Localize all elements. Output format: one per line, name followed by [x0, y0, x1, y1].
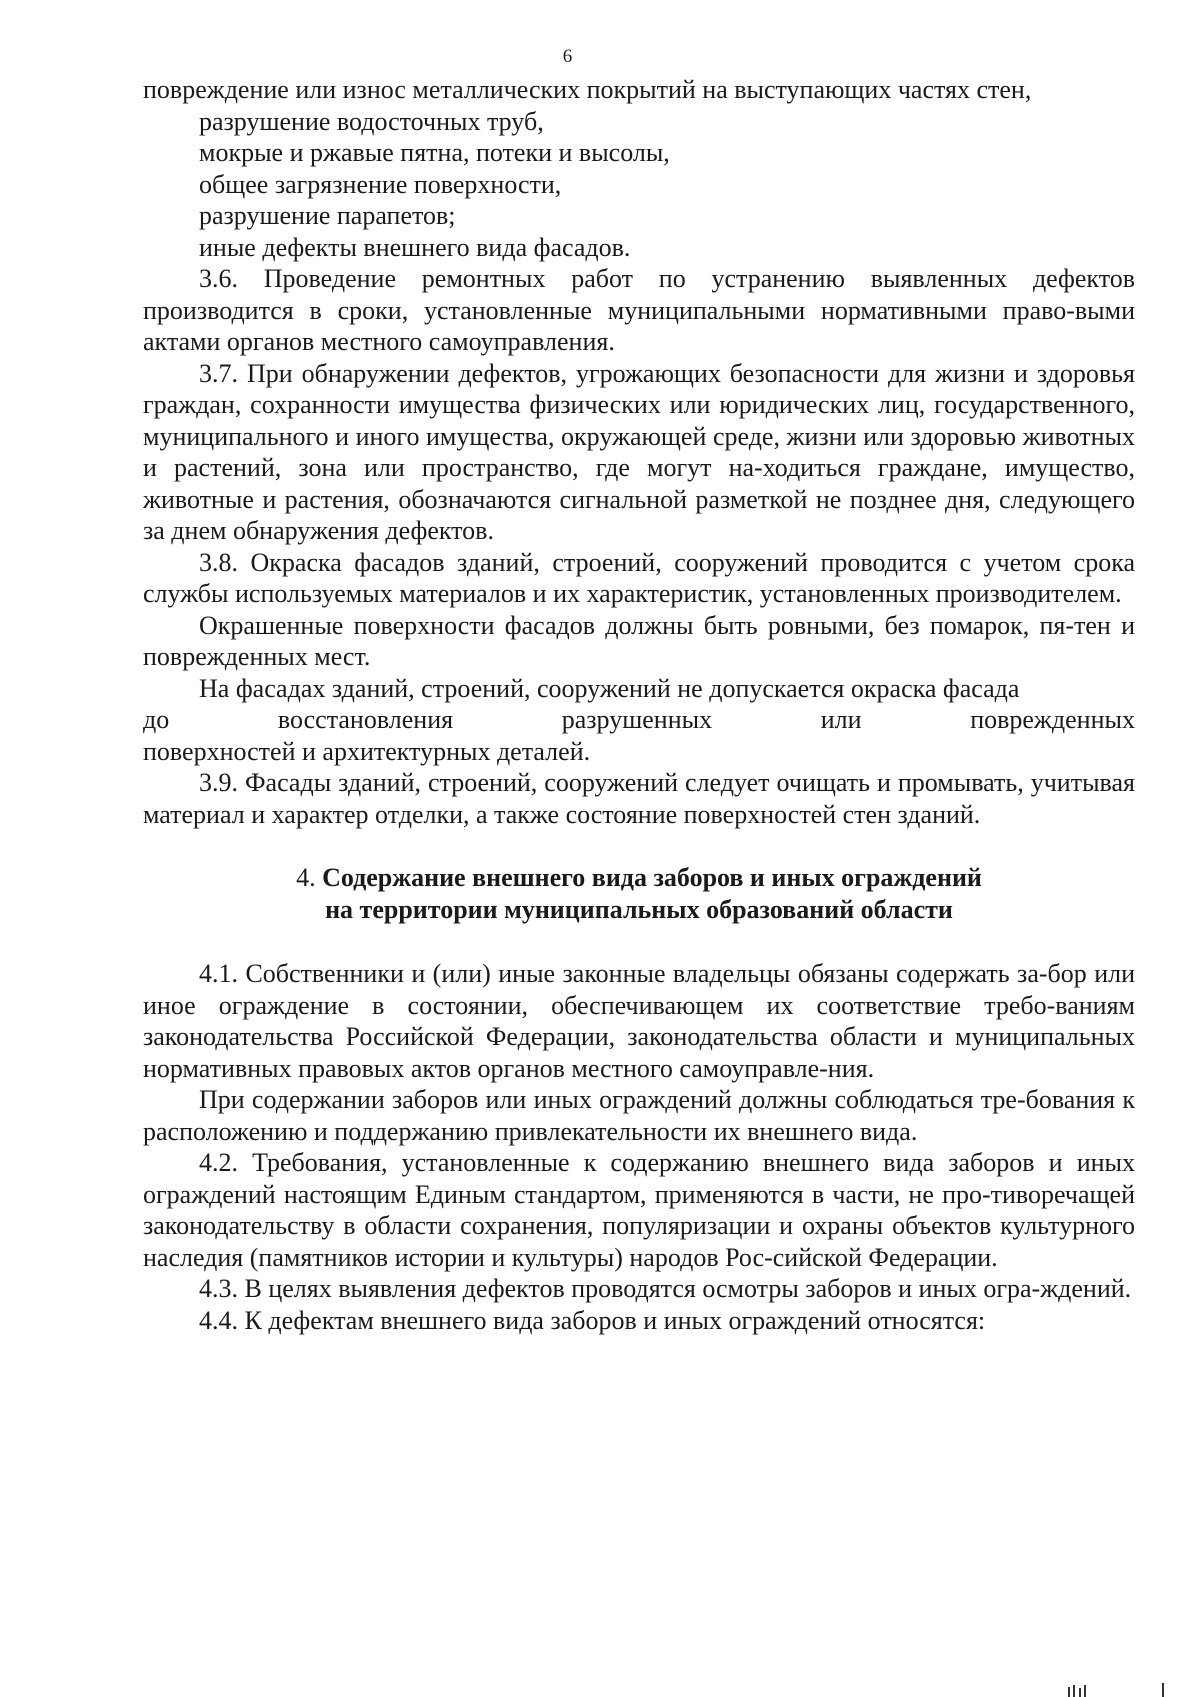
justified-word-line	[143, 704, 1135, 736]
list-item: общее загрязнение поверхности,	[199, 169, 562, 199]
scan-mark	[1162, 1683, 1164, 1697]
scan-mark	[1073, 1685, 1075, 1697]
scan-artifact-marks	[1058, 1679, 1178, 1697]
paragraph-4-3: 4.3. В целях выявления дефектов проводятся осмотры заборов и иных огра-ждений.	[199, 1274, 1132, 1303]
word: до	[143, 705, 170, 734]
paragraph-4-2: 4.2. Требования, установленные к содержанию внешнего вида заборов и иных ограждений настоящим Единым стандартом, применяются в части, не про-тиворечащей законодательству в области сохранения, популяризации и охраны объектов культурного наследия (памятников истории и культуры) народов Рос-сийской Федерации.	[143, 1148, 1135, 1272]
section-number: 4.	[296, 863, 316, 892]
section-heading	[143, 862, 1135, 926]
paragraph-3-8-facade-painting: На фасадах зданий, строений, сооружений не допускается окраска фасада	[199, 673, 1020, 703]
list-item: мокрые и ржавые пятна, потеки и высолы,	[199, 138, 670, 167]
document-body	[143, 74, 1135, 1336]
scan-mark	[1084, 1685, 1086, 1697]
page-number: 6	[562, 46, 573, 67]
section-heading-line	[143, 862, 1135, 894]
list-item: разрушение водосточных труб,	[199, 106, 544, 136]
word: поврежденных	[970, 705, 1135, 734]
list-item: иные дефекты внешнего вида фасадов.	[199, 232, 631, 262]
list-item: разрушение парапетов;	[199, 201, 456, 230]
word: или	[820, 705, 862, 734]
paragraph-metal-coatings: повреждение или износ металлических покрытий на выступающих частях стен,	[143, 75, 1032, 104]
paragraph-3-9: 3.9. Фасады зданий, строений, сооружений следует очищать и промывать, учитывая материал и характер отделки, а также состояние поверхностей стен зданий.	[143, 768, 1135, 829]
spacer	[143, 926, 1135, 958]
section-title: Содержание внешнего вида заборов и иных ограждений	[322, 863, 982, 892]
paragraph-3-6: 3.6. Проведение ремонтных работ по устранению выявленных дефектов производится в сроки, установленные муниципальными нормативными право-выми актами органов местного самоуправления.	[143, 264, 1135, 356]
paragraph-4-4: 4.4. К дефектам внешнего вида заборов и иных ограждений относятся:	[199, 1305, 986, 1335]
word: разрушенных	[561, 705, 713, 734]
paragraph-3-8: 3.8. Окраска фасадов зданий, строений, сооружений проводится с учетом срока службы используемых материалов и их характеристик, установленных производителем.	[143, 547, 1135, 608]
word: восстановления	[277, 705, 454, 734]
paragraph-3-8-painted-surfaces: Окрашенные поверхности фасадов должны быть ровными, без помарок, пя-тен и поврежденных мест.	[143, 610, 1135, 671]
section-title-line2: на территории муниципальных образований области	[325, 895, 953, 924]
paragraph-4-1-requirements: При содержании заборов или иных ограждений должны соблюдаться тре-бования к расположению и поддержанию привлекательности их внешнего вида.	[143, 1085, 1135, 1146]
paragraph-line: поверхностей и архитектурных деталей.	[143, 736, 591, 766]
paragraph-4-1: 4.1. Собственники и (или) иные законные владельцы обязаны содержать за-бор или иное ограждение в состоянии, обеспечивающем их соответствие требо-ваниям законодательства Российской Федерации, законодательства области и муниципальных нормативных правовых актов органов местного самоуправле-ния.	[143, 959, 1135, 1083]
scan-mark	[1068, 1687, 1070, 1697]
scan-mark	[1079, 1688, 1081, 1697]
paragraph-3-7: 3.7. При обнаружении дефектов, угрожающих безопасности для жизни и здоровья граждан, сохранности имущества физических или юридических лиц, государственного, муниципального и иного имущества, окружающей среде, жизни или здоровью животных и растений, зона или пространство, где могут на-ходиться граждане, имущество, животные и растения, обозначаются сигнальной разметкой не позднее дня, следующего за днем обнаружения дефектов.	[143, 358, 1135, 545]
